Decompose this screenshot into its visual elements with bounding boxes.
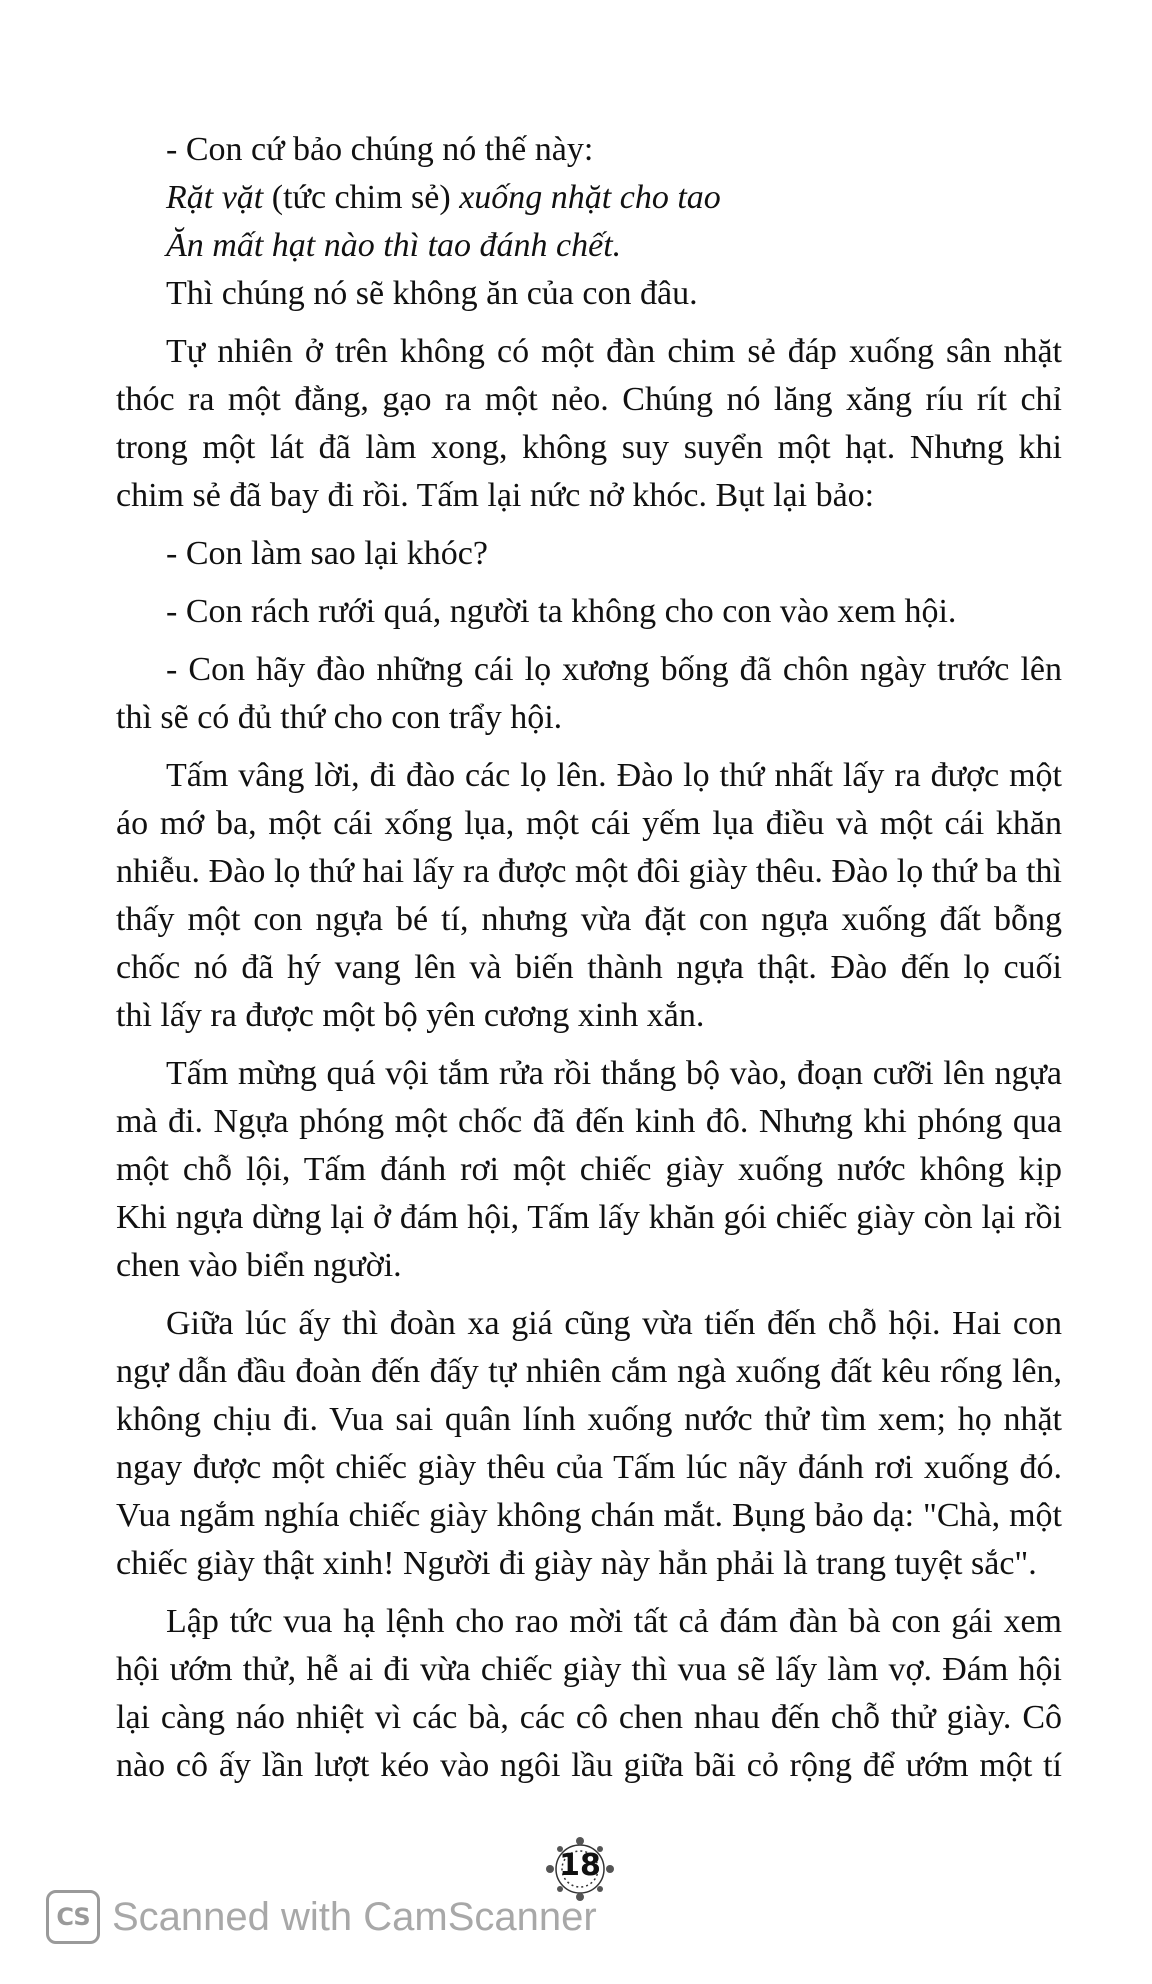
text-line: nào cô ấy lần lượt kéo vào ngôi lầu giữa bãi cỏ rộng để ướm một tí <box>116 1747 1062 1784</box>
text-line: thấy một con ngựa bé tí, nhưng vừa đặt con ngựa xuống đất bỗng <box>116 901 1062 938</box>
text-line: Khi ngựa dừng lại ở đám hội, Tấm lấy khăn gói chiếc giày còn lại rồi <box>116 1199 1062 1236</box>
camscanner-watermark <box>46 1890 597 1944</box>
verse-italic-text: Rặt vặt <box>166 179 264 216</box>
page-text <box>116 126 1062 1790</box>
text-line: Tự nhiên ở trên không có một đàn chim sẻ đáp xuống sân nhặt <box>166 333 1062 370</box>
text-line: ngự dẫn đầu đoàn đến đấy tự nhiên cắm ngà xuống đất kêu rống lên, <box>116 1353 1062 1390</box>
text-line: thì lấy ra được một bộ yên cương xinh xắn. <box>116 997 705 1034</box>
text-line: nhiễu. Đào lọ thứ hai lấy ra được một đôi giày thêu. Đào lọ thứ ba thì <box>116 853 1062 890</box>
page-number: 18 <box>559 1848 601 1883</box>
text-line: thóc ra một đằng, gạo ra một nẻo. Chúng nó lăng xăng ríu rít chỉ <box>116 381 1062 418</box>
text-line: Thì chúng nó sẽ không ăn của con đâu. <box>166 275 698 312</box>
text-line: Tấm vâng lời, đi đào các lọ lên. Đào lọ thứ nhất lấy ra được một <box>166 757 1062 794</box>
text-line: trong một lát đã làm xong, không suy suyển một hạt. Nhưng khi <box>116 429 1062 466</box>
text-line: ngay được một chiếc giày thêu của Tấm lúc nãy đánh rơi xuống đó. <box>116 1449 1062 1486</box>
camscanner-logo-icon: CS <box>46 1890 100 1944</box>
verse-line-2: Ăn mất hạt nào thì tao đánh chết. <box>166 227 622 264</box>
text-line: Vua ngắm nghía chiếc giày không chán mắt. Bụng bảo dạ: "Chà, một <box>116 1497 1062 1534</box>
text-line: lại càng náo nhiệt vì các bà, các cô chen nhau đến chỗ thử giày. Cô <box>116 1699 1062 1736</box>
text-line: chim sẻ đã bay đi rồi. Tấm lại nức nở khóc. Bụt lại bảo: <box>116 477 875 514</box>
text-line: Lập tức vua hạ lệnh cho rao mời tất cả đám đàn bà con gái xem <box>166 1603 1062 1640</box>
text-line: hội ướm thử, hễ ai đi vừa chiếc giày thì vua sẽ lấy làm vợ. Đám hội <box>116 1651 1062 1688</box>
verse-italic-text: xuống nhặt cho tao <box>459 179 721 216</box>
text-line: chen vào biển người. <box>116 1247 402 1284</box>
text-line: chiếc giày thật xinh! Người đi giày này hẳn phải là trang tuyệt sắc". <box>116 1545 1037 1582</box>
text-line: - Con cứ bảo chúng nó thế này: <box>166 131 594 168</box>
text-line: chốc nó đã hý vang lên và biến thành ngựa thật. Đào đến lọ cuối <box>116 949 1062 986</box>
text-line: áo mớ ba, một cái xống lụa, một cái yếm lụa điều và một cái khăn <box>116 805 1062 842</box>
watermark-text: Scanned with CamScanner <box>112 1894 597 1939</box>
verse-normal-text: (tức chim sẻ) <box>263 179 460 216</box>
text-line: mà đi. Ngựa phóng một chốc đã đến kinh đô. Nhưng khi phóng qua <box>116 1103 1062 1140</box>
text-line: - Con rách rưới quá, người ta không cho con vào xem hội. <box>166 593 957 630</box>
text-line: Tấm mừng quá vội tắm rửa rồi thắng bộ vào, đoạn cưỡi lên ngựa <box>166 1055 1062 1092</box>
text-line: - Con làm sao lại khóc? <box>166 535 488 572</box>
text-line: - Con hãy đào những cái lọ xương bống đã chôn ngày trước lên <box>166 651 1062 688</box>
verse-line-1 <box>162 174 1062 222</box>
text-line: không chịu đi. Vua sai quân lính xuống nước thử tìm xem; họ nhặt <box>116 1401 1062 1438</box>
text-line: một chỗ lội, Tấm đánh rơi một chiếc giày xuống nước không kịp <box>116 1151 1062 1188</box>
text-line: thì sẽ có đủ thứ cho con trẩy hội. <box>116 699 563 736</box>
text-line: Giữa lúc ấy thì đoàn xa giá cũng vừa tiến đến chỗ hội. Hai con <box>166 1305 1062 1342</box>
